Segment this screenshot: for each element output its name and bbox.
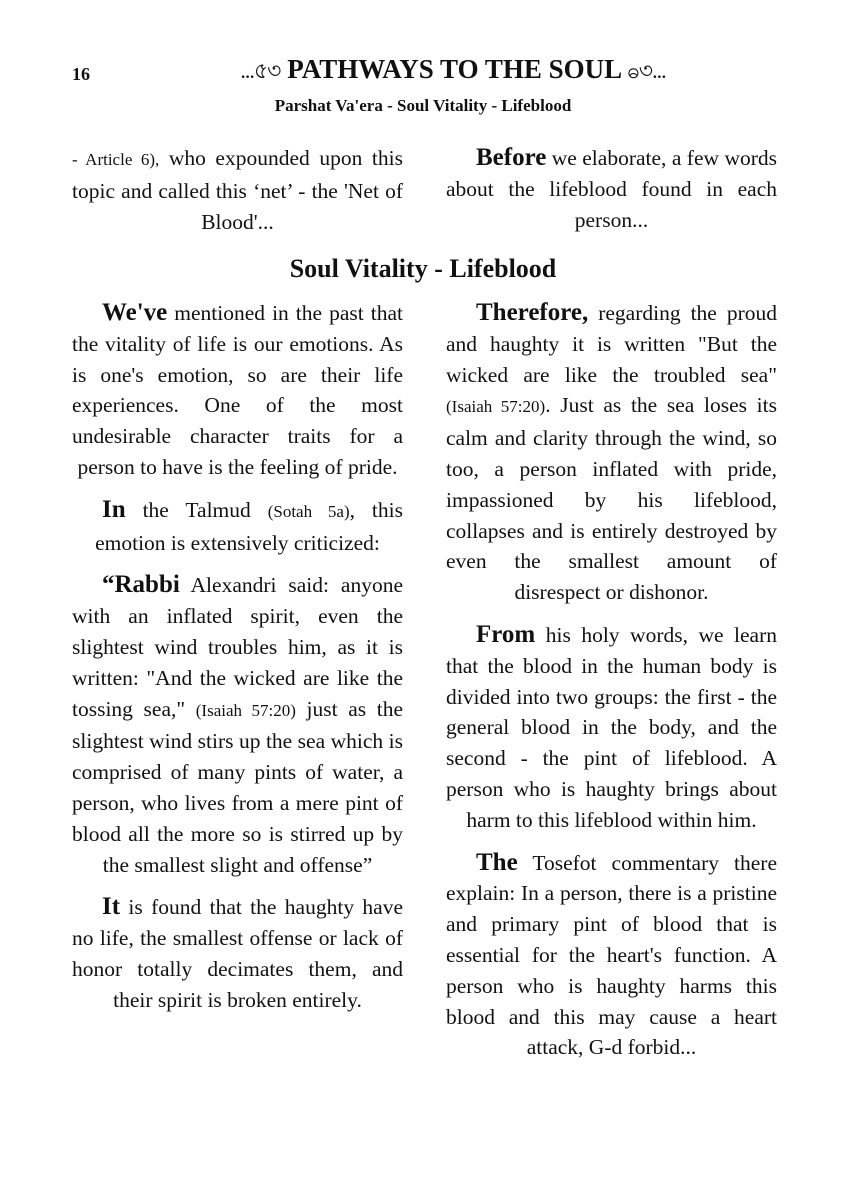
lead-word: From (476, 620, 536, 648)
running-header (72, 54, 774, 94)
paragraph-text: just as the slightest wind stirs up the sea which is comprised of many pints of water, a person, who lives from a mere pint of blood all the more so is stirred up by the smallest slight and offense” (72, 696, 403, 877)
paragraph-text: his holy words, we learn that the blood in the human body is divided into two groups: the first - the general blood in the body, and the second - the pint of lifeblood. A person who is haughty brings about harm to this lifeblood within him. (446, 622, 777, 832)
section-heading: Soul Vitality - Lifeblood (289, 254, 557, 283)
lead-word: We've (102, 299, 168, 326)
paragraph (72, 892, 403, 1015)
paragraph-text: mentioned in the past that the vitality of life is our emotions. As is one's emotion, so are their life experiences. One of the most undesirable character traits for a person to have is the feeling of pride. (72, 301, 403, 479)
paragraph-text: we elaborate, a few words about the lifeblood found in each person... (446, 146, 777, 232)
paragraph-text: , this emotion is extensively criticized: (95, 497, 403, 555)
citation: (Isaiah 57:20) (446, 397, 546, 417)
lead-word: Therefore, (476, 299, 589, 326)
citation: - Article 6), (72, 150, 160, 169)
quote-paragraph (72, 570, 403, 880)
citation: (Isaiah 57:20) (195, 700, 296, 720)
citation: (Sotah 5a) (267, 501, 350, 521)
paragraph (446, 620, 777, 836)
running-title-line (132, 54, 774, 91)
paragraph-text: regarding the proud and haughty it is written "But the wicked are like the troubled sea" (446, 301, 777, 387)
paragraph-text: who expounded upon this topic and called this ‘net’ - the 'Net of Blood'... (72, 146, 403, 234)
paragraph-text: Tosefot commentary there explain: In a person, there is a pristine and primary pint of blood that is essential for the heart's function. A person who is haughty harms this blood and this may cause a heart attack, G-d forbid... (446, 850, 777, 1060)
top-left-column (72, 143, 403, 249)
lead-word: The (476, 848, 518, 876)
left-column (72, 298, 403, 1028)
lead-word: In (102, 495, 126, 523)
intro-paragraph (446, 143, 777, 235)
lead-word: It (102, 893, 121, 921)
right-flourish-icon: ဓ৩... (627, 58, 666, 83)
paragraph (72, 298, 403, 483)
continued-paragraph (72, 143, 403, 237)
paragraph-text: Alexandri said: anyone with an inflated spirit, even the slightest wind troubles him, as it is written: "And the wicked are like the tossing sea," (72, 573, 403, 721)
paragraph-text: . Just as the sea loses its calm and clarity through the wind, so too, a person inflated with pride, impassioned by his lifeblood, collapses and is entirely destroyed by even the smallest amount of disrespect or dishonor. (446, 393, 777, 605)
paragraph-text: the Talmud (125, 497, 268, 522)
book-title: PATHWAYS TO THE SOUL (287, 54, 621, 84)
lead-word: Before (476, 144, 547, 171)
chapter-subtitle: Parshat Va'era - Soul Vitality - Lifeblood (274, 96, 572, 115)
paragraph-text: is found that the haughty have no life, the smallest offense or lack of honor totally decimates them, and their spirit is broken entirely. (72, 895, 403, 1012)
lead-word: “Rabbi (102, 571, 180, 599)
paragraph (446, 848, 777, 1064)
left-flourish-icon: ...৫৩ (240, 58, 281, 83)
right-column (446, 298, 777, 1075)
paragraph (446, 298, 777, 608)
top-right-column (446, 143, 777, 247)
page-number: 16 (72, 64, 90, 84)
paragraph (72, 495, 403, 559)
